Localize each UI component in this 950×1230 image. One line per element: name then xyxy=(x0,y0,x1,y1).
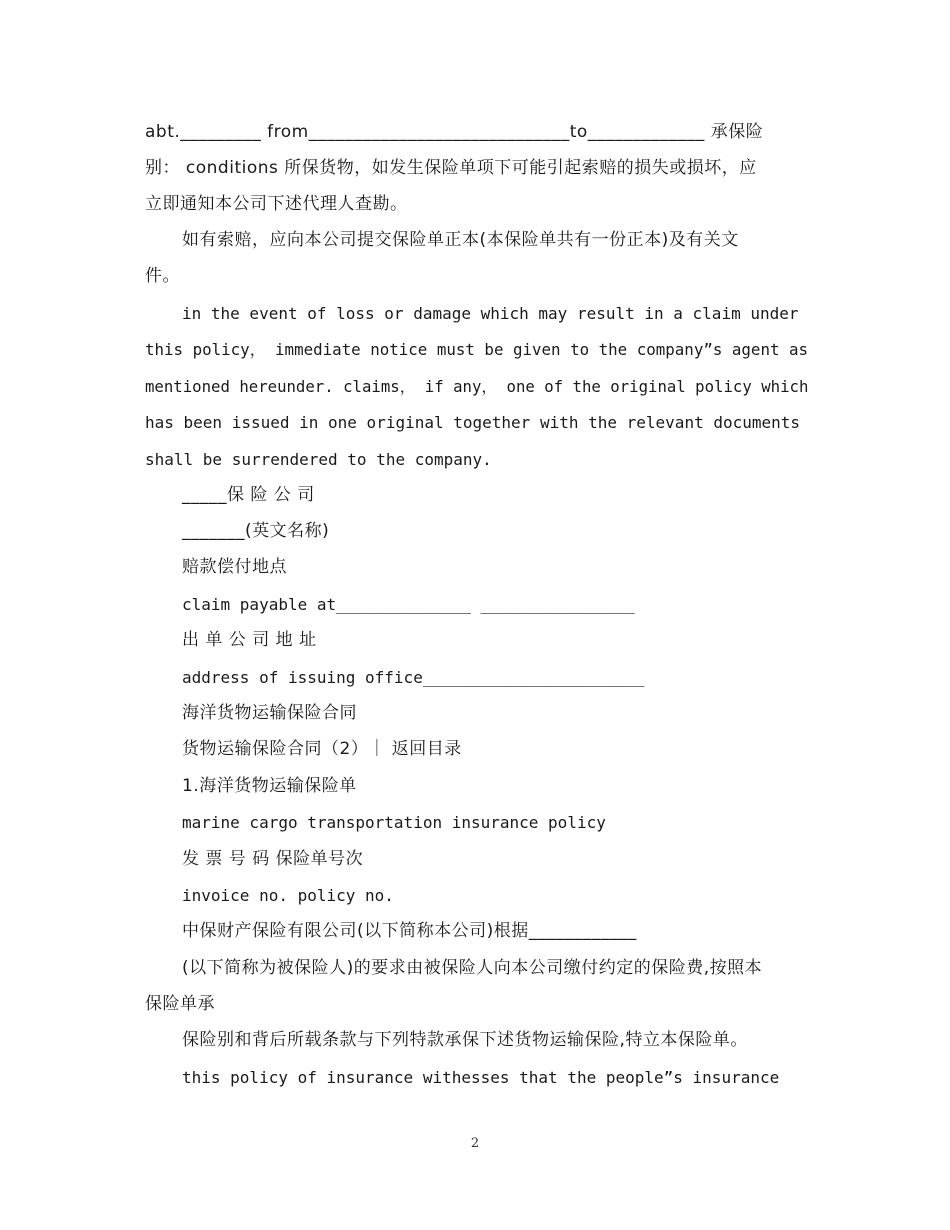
text-line: mentioned hereunder. claims， if any， one of the original policy which xyxy=(145,377,809,396)
text-line: 货物运输保险合同（2）｜ 返回目录 xyxy=(182,739,462,759)
text-line: 别： conditions 所保货物，如发生保险单项下可能引起索赔的损失或损坏，应 xyxy=(145,158,757,178)
text-line: in the event of loss or damage which may result in a claim under xyxy=(182,304,799,323)
text-line: 海洋货物运输保险合同 xyxy=(182,703,357,723)
text-line: has been issued in one original together with the relevant documents xyxy=(145,413,801,432)
text-line: 发 票 号 码 保险单号次 xyxy=(182,849,364,869)
text-line: 出 单 公 司 地 址 xyxy=(182,630,317,650)
text-line: 立即通知本公司下述代理人查勘。 xyxy=(145,194,408,214)
text-line: 如有索赔，应向本公司提交保险单正本(本保险单共有一份正本)及有关文 xyxy=(182,230,739,250)
text-line: 保险别和背后所载条款与下列特款承保下述货物运输保险,特立本保险单。 xyxy=(182,1030,748,1050)
text-line: _____保 险 公 司 xyxy=(182,485,315,505)
text-line: marine cargo transportation insurance policy xyxy=(182,813,606,832)
text-line: address of issuing office_______________________ xyxy=(182,668,645,687)
text-line: (以下简称为被保险人)的要求由被保险人向本公司缴付约定的保险费,按照本 xyxy=(182,958,763,978)
text-line: 1.海洋货物运输保险单 xyxy=(182,776,357,796)
text-line: this policy， immediate notice must be given to the company”s agent as xyxy=(145,340,809,359)
text-line: 中保财产保险有限公司(以下简称本公司)根据____________ xyxy=(182,921,637,941)
text-line: _______(英文名称) xyxy=(182,521,330,541)
text-line: invoice no. policy no. xyxy=(182,886,394,905)
text-line: 件。 xyxy=(145,266,180,286)
text-line: shall be surrendered to the company. xyxy=(145,450,492,469)
text-line: claim payable at______________ ________________ xyxy=(182,595,635,614)
text-line: abt._________ from_____________________________to_____________ 承保险 xyxy=(145,122,764,142)
text-line: this policy of insurance withesses that the people”s insurance xyxy=(182,1068,780,1087)
page-number: 2 xyxy=(470,1136,480,1151)
text-line: 保险单承 xyxy=(145,994,215,1014)
text-line: 赔款偿付地点 xyxy=(182,557,287,577)
